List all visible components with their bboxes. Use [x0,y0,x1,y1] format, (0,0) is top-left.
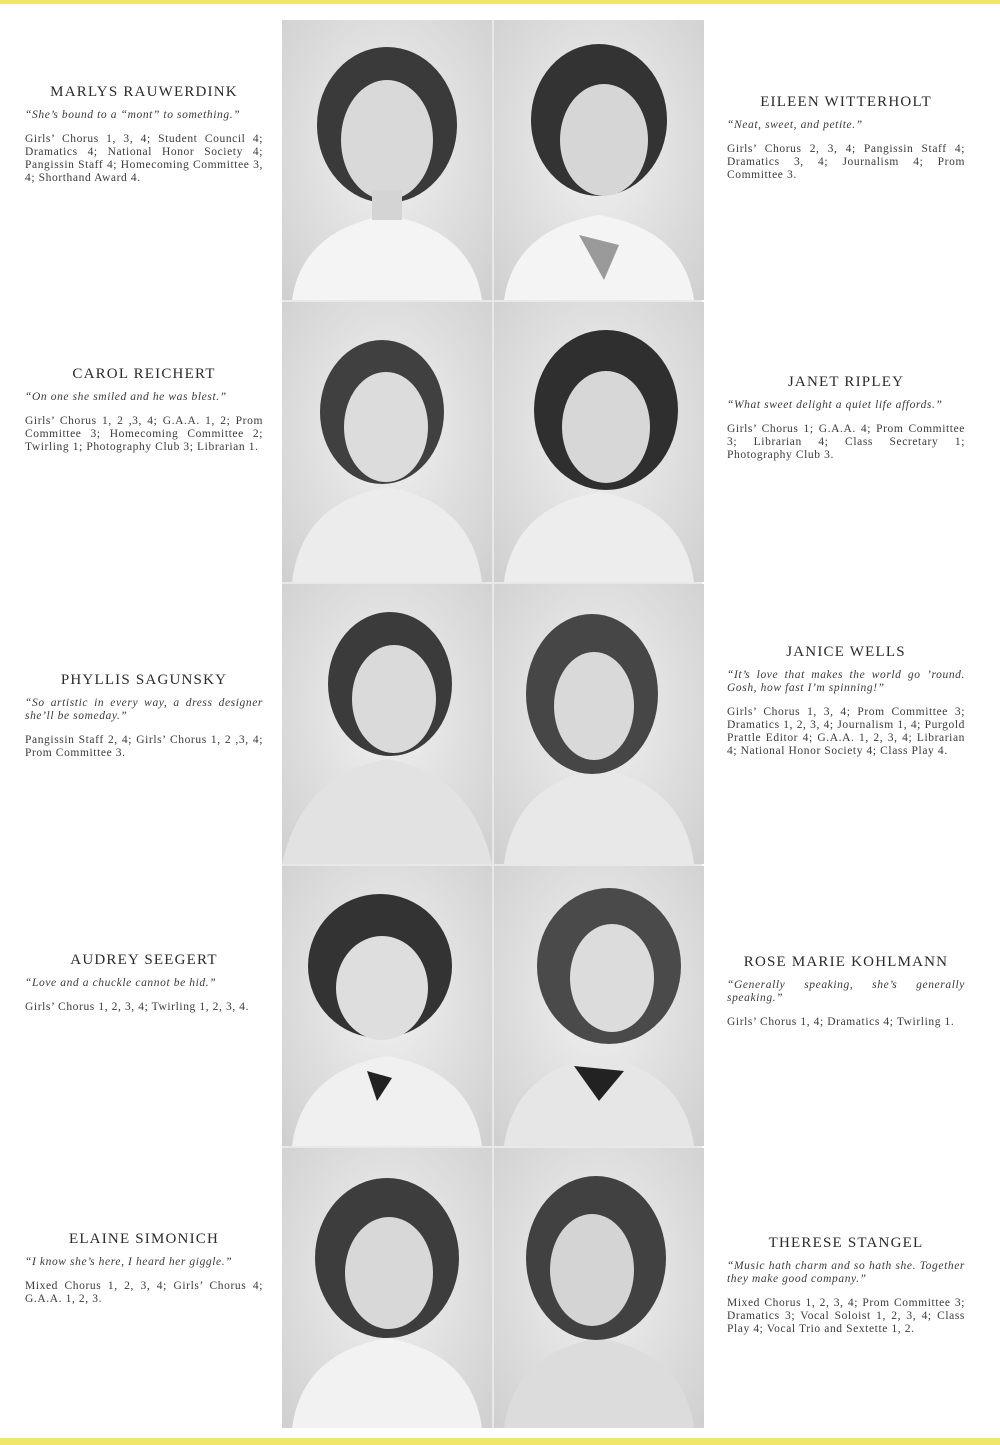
student-quote: “I know she’s here, I heard her giggle.” [25,1256,233,1268]
student-quote: “Music hath charm and so hath she. Together they make good company.” [727,1260,965,1285]
bio-rose-marie-kohlmann [727,956,965,1029]
bio-eileen-witterholt [727,96,965,182]
student-quote: “Love and a chuckle cannot be hid.” [25,977,217,989]
student-name: EILEEN WITTERHOLT [760,94,932,110]
student-name: ELAINE SIMONICH [68,1231,220,1247]
student-name: THERESE STANGEL [768,1235,924,1251]
student-name: PHYLLIS SAGUNSKY [60,672,228,688]
bio-phyllis-sagunsky [25,674,263,760]
student-name: JANET RIPLEY [787,374,905,390]
student-quote: “So artistic in every way, a dress designer she’ll be someday.” [25,697,263,722]
portrait-photo-therese-stangel [494,1148,704,1428]
portrait-photo-janet-ripley [494,302,704,582]
student-activities: Girls’ Chorus 1, 2 ,3, 4; G.A.A. 1, 2; Prom Committee 3; Homecoming Committee 2; Twirling 1; Photography Club 3; Librarian 1. [25,415,263,453]
bio-carol-reichert [25,368,263,454]
student-quote: “She’s bound to a “mont” to something.” [25,109,241,121]
portrait-photo-phyllis-sagunsky [282,584,492,864]
page-edge-bottom [0,1438,1000,1445]
page-edge-top [0,0,1000,4]
portrait-photo-marlys-rauwerdink [282,20,492,300]
student-activities: Pangissin Staff 2, 4; Girls’ Chorus 1, 2 ,3, 4; Prom Committee 3. [25,734,263,759]
bio-elaine-simonich [25,1233,263,1306]
student-activities: Mixed Chorus 1, 2, 3, 4; Prom Committee 3; Dramatics 3; Vocal Soloist 1, 2, 3, 4; Class Play 4; Vocal Trio and Sextette 1, 2. [727,1297,965,1335]
bio-marlys-rauwerdink [25,86,263,185]
student-quote: “Neat, sweet, and petite.” [727,119,863,131]
student-activities: Girls’ Chorus 1, 2, 3, 4; Twirling 1, 2, 3, 4. [25,1001,250,1013]
portrait-photo-janice-wells [494,584,704,864]
bio-janice-wells [727,646,965,758]
student-quote: “Generally speaking, she’s generally speaking.” [727,979,965,1004]
student-name: AUDREY SEEGERT [70,952,218,968]
bio-therese-stangel [727,1237,965,1336]
portrait-photo-elaine-simonich [282,1148,492,1428]
student-activities: Girls’ Chorus 2, 3, 4; Pangissin Staff 4; Dramatics 3, 4; Journalism 4; Prom Committee 3. [727,143,965,181]
student-name: ROSE MARIE KOHLMANN [743,954,949,970]
portrait-photo-rose-marie-kohlmann [494,866,704,1146]
portrait-photo-carol-reichert [282,302,492,582]
student-activities: Girls’ Chorus 1, 3, 4; Student Council 4; Dramatics 4; National Honor Society 4; Pangissin Staff 4; Homecoming Committee 3, 4; Shorthand Award 4. [25,133,263,184]
portrait-photo-eileen-witterholt [494,20,704,300]
portrait-photo-audrey-seegert [282,866,492,1146]
student-activities: Girls’ Chorus 1, 4; Dramatics 4; Twirling 1. [727,1016,955,1028]
student-activities: Girls’ Chorus 1; G.A.A. 4; Prom Committee 3; Librarian 4; Class Secretary 1; Photography Club 3. [727,423,965,461]
student-quote: “What sweet delight a quiet life affords.” [727,399,943,411]
bio-janet-ripley [727,376,965,462]
student-name: JANICE WELLS [786,644,906,660]
student-name: CAROL REICHERT [72,366,216,382]
student-activities: Mixed Chorus 1, 2, 3, 4; Girls’ Chorus 4; G.A.A. 1, 2, 3. [25,1280,263,1305]
student-activities: Girls’ Chorus 1, 3, 4; Prom Committee 3; Dramatics 1, 2, 3, 4; Journalism 1, 4; Purgold Prattle Editor 4; G.A.A. 1, 2, 3, 4; Librarian 4; National Honor Society 4; Class Play 4. [727,706,965,757]
bio-audrey-seegert [25,954,263,1014]
student-quote: “On one she smiled and he was blest.” [25,391,227,403]
student-quote: “It’s love that makes the world go ’round. Gosh, how fast I’m spinning!” [727,669,965,694]
portrait-grid [282,20,702,1428]
student-name: MARLYS RAUWERDINK [50,84,238,100]
